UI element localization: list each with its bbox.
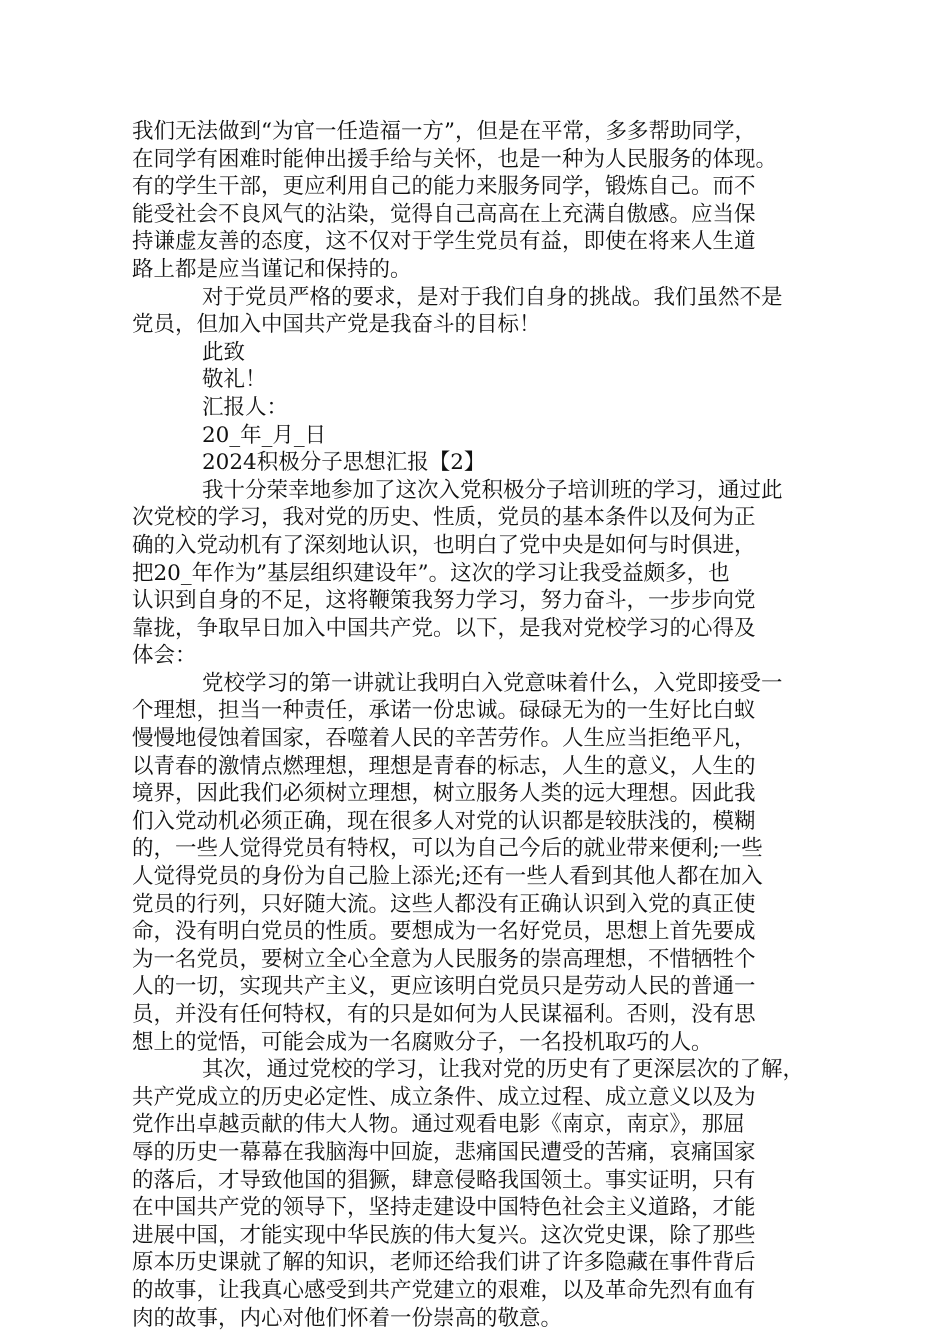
text-line: 党员，但加入中国共产党是我奋斗的目标！ xyxy=(132,312,541,338)
text-line: 进展中国，才能实现中华民族的伟大复兴。这次党史课，除了那些 xyxy=(132,1222,756,1248)
text-line: 有的学生干部，更应利用自己的能力来服务同学，锻炼自己。而不 xyxy=(132,174,756,200)
text-line: 党作出卓越贡献的伟大人物。通过观看电影《南京，南京》，那屈 xyxy=(132,1112,745,1138)
text-line: 汇报人： xyxy=(202,394,289,420)
text-line: 肉的故事，内心对他们怀着一份崇高的敬意。 xyxy=(132,1305,563,1331)
text-line: 共产党成立的历史必定性、成立条件、成立过程、成立意义以及为 xyxy=(132,1084,756,1110)
text-line: 其次，通过党校的学习，让我对党的历史有了更深层次的了解， xyxy=(202,1057,805,1083)
text-line: 确的入党动机有了深刻地认识，也明白了党中央是如何与时俱进， xyxy=(132,532,756,558)
text-line: 的落后，才导致他国的猖獗，肆意侵略我国领土。事实证明，只有 xyxy=(132,1167,756,1193)
text-line: 为一名党员，要树立全心全意为人民服务的崇高理想，不惜牺牲个 xyxy=(132,946,756,972)
text-line: 认识到自身的不足，这将鞭策我努力学习，努力奋斗，一步步向党 xyxy=(132,588,756,614)
text-line: 2024积极分子思想汇报【2】 xyxy=(202,450,486,476)
text-line: 人觉得党员的身份为自己脸上添光;还有一些人看到其他人都在加入 xyxy=(132,864,763,890)
text-line: 们入党动机必须正确，现在很多人对党的认识都是较肤浅的，模糊 xyxy=(132,808,756,834)
text-line: 原本历史课就了解的知识，老师还给我们讲了许多隐藏在事件背后 xyxy=(132,1250,756,1276)
text-line: 在同学有困难时能伸出援手给与关怀，也是一种为人民服务的体现。 xyxy=(132,146,778,172)
text-line: 持谦虚友善的态度，这不仅对于学生党员有益，即使在将来人生道 xyxy=(132,229,756,255)
text-line: 体会： xyxy=(132,643,197,669)
text-line: 在中国共产党的领导下，坚持走建设中国特色社会主义道路，才能 xyxy=(132,1195,756,1221)
text-line: 次党校的学习，我对党的历史、性质，党员的基本条件以及何为正 xyxy=(132,505,756,531)
text-line: 此致 xyxy=(202,339,246,365)
text-line: 对于党员严格的要求，是对于我们自身的挑战。我们虽然不是 xyxy=(202,284,783,310)
text-line: 慢慢地侵蚀着国家，吞噬着人民的辛苦劳作。人生应当拒绝平凡， xyxy=(132,726,756,752)
text-line: 个理想，担当一种责任，承诺一份忠诚。碌碌无为的一生好比白蚁 xyxy=(132,698,756,724)
text-line: 我十分荣幸地参加了这次入党积极分子培训班的学习，通过此 xyxy=(202,477,783,503)
text-line: 辱的历史一幕幕在我脑海中回旋，悲痛国民遭受的苦痛，哀痛国家 xyxy=(132,1139,756,1165)
text-line: 员，并没有任何特权，有的只是如何为人民谋福利。否则，没有思 xyxy=(132,1002,756,1027)
text-line: 我们无法做到“为官一任造福一方”，但是在平常，多多帮助同学， xyxy=(132,119,756,144)
text-line: 路上都是应当谨记和保持的。 xyxy=(132,256,412,282)
text-line: 人的一切，实现共产主义，更应该明白党员只是劳动人民的普通一 xyxy=(132,974,756,1000)
text-line: 靠拢，争取早日加入中国共产党。以下，是我对党校学习的心得及 xyxy=(132,615,756,641)
text-line: 党校学习的第一讲就让我明白入党意味着什么，入党即接受一 xyxy=(202,670,783,696)
text-line: 敬礼！ xyxy=(202,367,267,393)
text-line: 能受社会不良风气的沾染，觉得自己高高在上充满自傲感。应当保 xyxy=(132,201,756,227)
text-line: 想上的觉悟，可能会成为一名腐败分子，一名投机取巧的人。 xyxy=(132,1029,713,1055)
text-line: 把20_年作为”基层组织建设年”。这次的学习让我受益颇多，也 xyxy=(132,560,730,586)
text-line: 以青春的激情点燃理想，理想是青春的标志，人生的意义，人生的 xyxy=(132,753,756,779)
text-line: 的，一些人觉得党员有特权，可以为自己今后的就业带来便利;一些 xyxy=(132,836,763,862)
text-line: 党员的行列，只好随大流。这些人都没有正确认识到入党的真正使 xyxy=(132,891,756,917)
text-line: 的故事，让我真心感受到共产党建立的艰难，以及革命先烈有血有 xyxy=(132,1277,756,1303)
text-line: 境界，因此我们必须树立理想，树立服务人类的远大理想。因此我 xyxy=(132,781,756,807)
text-line: 命，没有明白党员的性质。要想成为一名好党员，思想上首先要成 xyxy=(132,919,756,945)
text-line: 20_年_月_日 xyxy=(202,422,327,448)
document-page xyxy=(132,118,822,1332)
